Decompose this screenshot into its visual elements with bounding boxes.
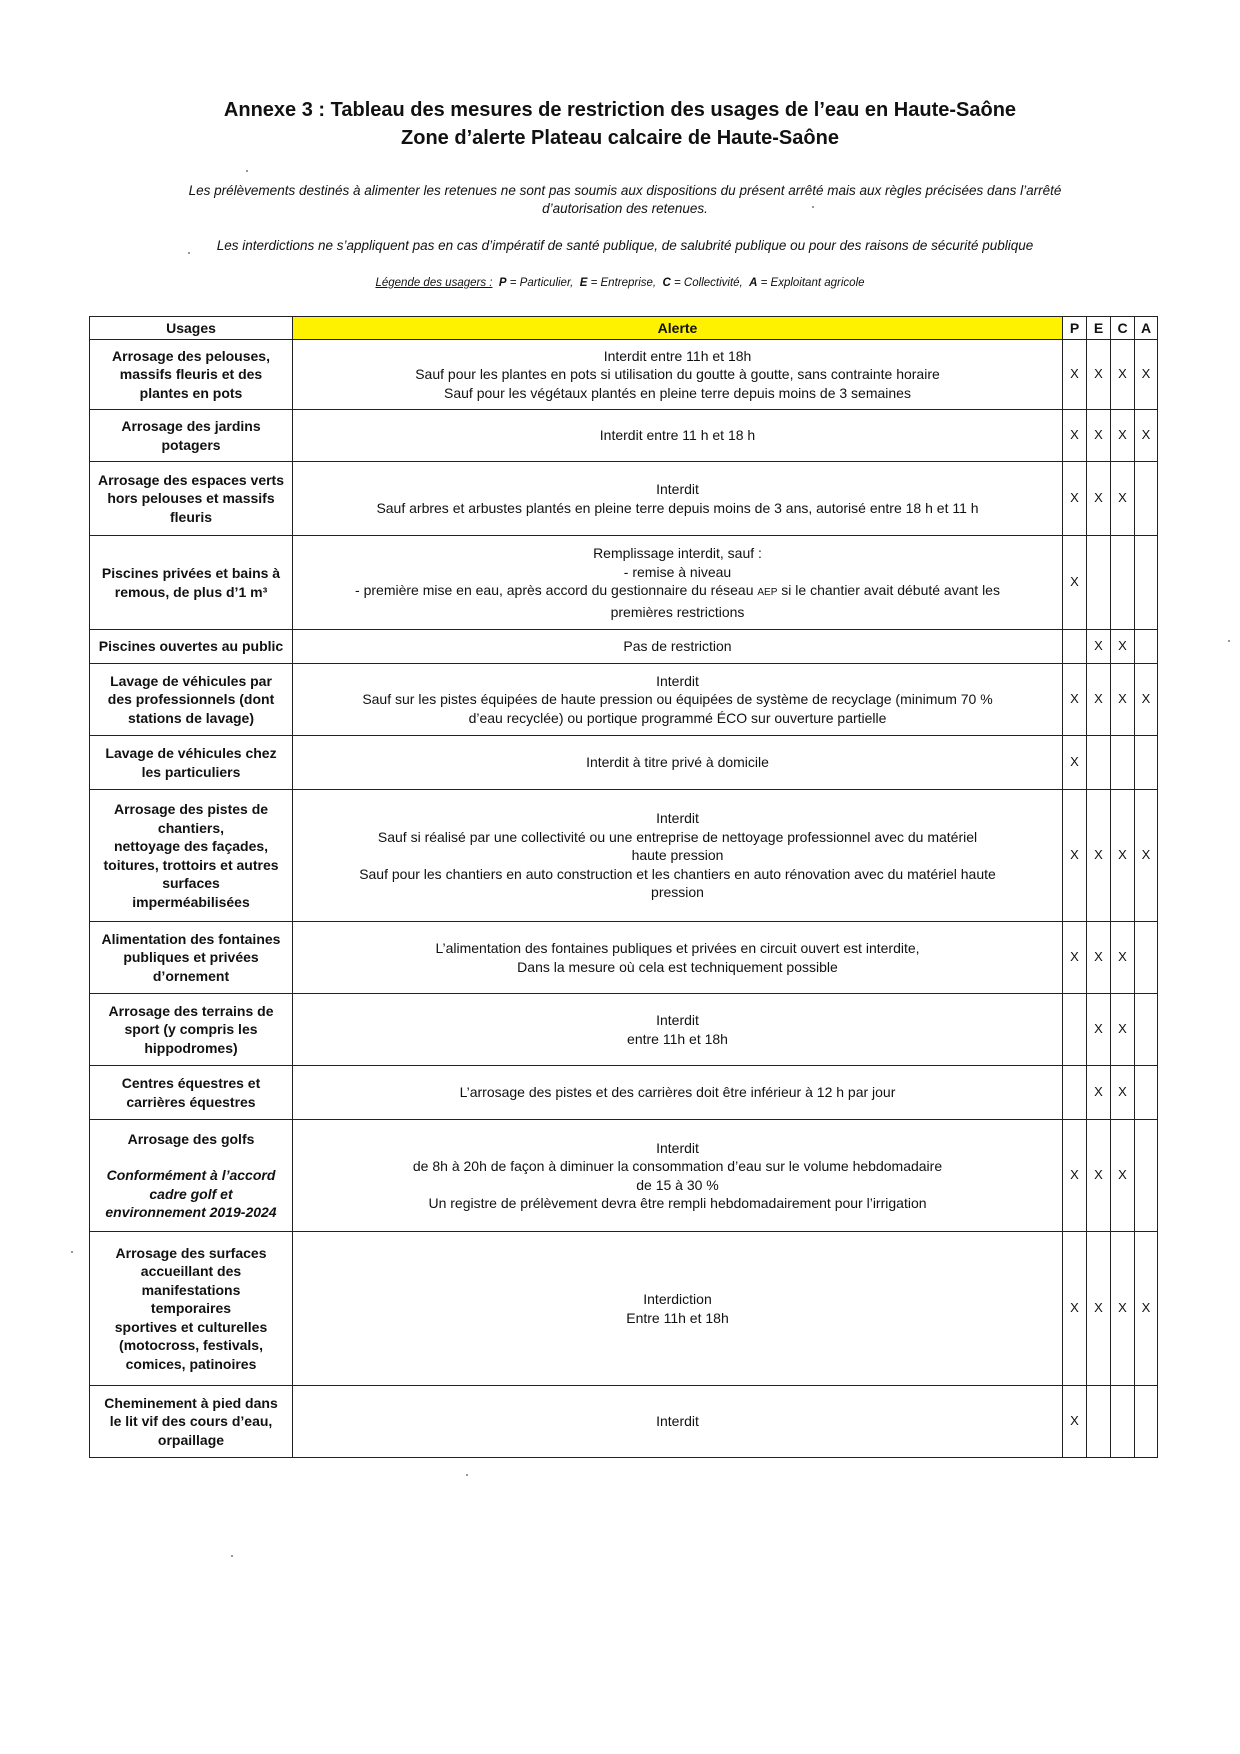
mark-a	[1135, 922, 1158, 994]
mark-p: X	[1063, 410, 1087, 462]
mark-c	[1111, 536, 1135, 630]
mesure-line: Sauf arbres et arbustes plantés en pleine terre depuis moins de 3 ans, autorisé entre 18 h et 11 h	[376, 499, 979, 516]
mesure-cell	[293, 994, 1063, 1066]
usage-line: Centres équestres et	[121, 1075, 261, 1091]
usage-line: comices, patinoires	[125, 1355, 257, 1372]
mesure-line: haute pression	[631, 847, 724, 864]
legend-p-value: = Particulier,	[506, 277, 574, 289]
usage-line: Lavage de véhicules par	[110, 672, 272, 689]
table-row	[90, 1066, 1158, 1120]
usage-line: accueillant des	[140, 1263, 242, 1280]
usage-line: hippodromes)	[144, 1039, 238, 1056]
legend-e-value: = Entreprise,	[587, 277, 657, 289]
table-row	[90, 536, 1158, 630]
mark-c: X	[1111, 630, 1135, 664]
mark-p: X	[1063, 1386, 1087, 1458]
usage-cell	[90, 410, 293, 462]
usage-line: Cheminement à pied dans	[104, 1394, 278, 1411]
mesure-line: de 8h à 20h de façon à diminuer la consommation d’eau sur le volume hebdomadaire	[412, 1158, 943, 1174]
mark-c	[1111, 736, 1135, 790]
usage-line: carrières équestres	[126, 1093, 256, 1110]
table-row	[90, 1120, 1158, 1232]
usage-line: publiques et privées	[123, 949, 259, 966]
mark-p: X	[1063, 1120, 1087, 1232]
usage-cell	[90, 1232, 293, 1386]
usage-line: sport (y compris les	[124, 1021, 258, 1038]
legend-p-key: P	[498, 277, 507, 289]
restrictions-table	[89, 316, 1158, 1458]
usage-italic-line: cadre golf et	[149, 1185, 233, 1202]
mark-c: X	[1111, 462, 1135, 536]
mark-c: X	[1111, 994, 1135, 1066]
usage-line: toitures, trottoirs et autres	[103, 856, 279, 873]
mark-e: X	[1087, 1120, 1111, 1232]
mark-e: X	[1087, 994, 1111, 1066]
mark-p: X	[1063, 922, 1087, 994]
title-line-2: Zone d’alerte Plateau calcaire de Haute-Saône	[401, 127, 839, 149]
usage-cell	[90, 664, 293, 736]
mark-c	[1111, 1386, 1135, 1458]
mesure-line: Sauf pour les plantes en pots si utilisation du goutte à goutte, sans contrainte horaire	[415, 366, 940, 383]
mark-a	[1135, 1386, 1158, 1458]
mark-a	[1135, 1120, 1158, 1232]
mesure-line: entre 11h et 18h	[627, 1030, 728, 1047]
usage-line: des professionnels (dont	[107, 691, 275, 708]
mark-a	[1135, 462, 1158, 536]
mark-p	[1063, 1066, 1087, 1120]
usage-cell	[90, 736, 293, 790]
mesure-aep-aep: AEP	[757, 587, 778, 598]
mark-e: X	[1087, 1232, 1111, 1386]
usage-line: Arrosage des golfs	[127, 1130, 255, 1147]
mark-e: X	[1087, 922, 1111, 994]
usage-line: Arrosage des terrains de	[108, 1002, 274, 1019]
table-row	[90, 340, 1158, 410]
header-alerte: Alerte	[293, 317, 1063, 340]
mesure-line: Interdiction	[643, 1291, 712, 1307]
usage-line: Alimentation des fontaines	[101, 930, 281, 947]
mesure-cell	[293, 1386, 1063, 1458]
mark-a: X	[1135, 664, 1158, 736]
usage-line: surfaces	[162, 875, 220, 891]
mesure-line: Interdit	[656, 810, 699, 827]
mesure-cell	[293, 790, 1063, 922]
title-line-1: Annexe 3 : Tableau des mesures de restriction des usages de l’eau en Haute-Saône	[223, 99, 1017, 121]
table-row	[90, 410, 1158, 462]
usage-line: d’ornement	[152, 967, 230, 984]
scan-speck	[246, 170, 248, 172]
mesure-line: Sauf sur les pistes équipées de haute pression ou équipées de système de recyclage (minimum 70 %	[362, 691, 993, 708]
scan-speck	[231, 1555, 233, 1557]
mesure-line: Interdit	[656, 1139, 699, 1156]
mesure-line: premières restrictions	[610, 603, 745, 620]
mesure-line: Pas de restriction	[623, 638, 732, 655]
usage-line: fleuris	[169, 508, 212, 525]
mark-a	[1135, 736, 1158, 790]
mesure-line: - remise à niveau	[623, 563, 732, 580]
table-header-row	[90, 317, 1158, 340]
note-retenues-line-2: d’autorisation des retenues.	[542, 201, 708, 216]
mark-c: X	[1111, 340, 1135, 410]
scan-speck	[466, 1474, 468, 1476]
usage-cell	[90, 1386, 293, 1458]
mesure-cell	[293, 922, 1063, 994]
legend-label: Légende des usagers :	[375, 277, 493, 289]
usage-spacer	[92, 1148, 290, 1166]
scan-speck	[812, 206, 814, 208]
usage-line: potagers	[161, 436, 221, 453]
note-retenues	[110, 182, 1140, 218]
mark-e	[1087, 1386, 1111, 1458]
mark-a	[1135, 994, 1158, 1066]
table-row	[90, 630, 1158, 664]
mesure-aep-before: - première mise en eau, après accord du gestionnaire du réseau	[355, 582, 758, 598]
mesure-line: Interdit	[656, 1413, 699, 1430]
mesure-aep-after: si le chantier avait débuté avant les	[777, 582, 1000, 598]
scan-speck	[1228, 640, 1230, 642]
mesure-line: de 15 à 30 %	[636, 1176, 719, 1193]
scan-speck	[188, 252, 190, 254]
mark-a: X	[1135, 340, 1158, 410]
usage-line: remous, de plus d’1 m³	[114, 583, 268, 600]
mark-p: X	[1063, 736, 1087, 790]
mesure-line: Sauf pour les chantiers en auto construction et les chantiers en auto rénovation avec du matériel haute	[359, 865, 996, 882]
mesure-cell	[293, 736, 1063, 790]
mark-p: X	[1063, 790, 1087, 922]
mark-a: X	[1135, 1232, 1158, 1386]
mark-e	[1087, 536, 1111, 630]
usage-line: les particuliers	[141, 763, 241, 780]
usage-italic-line: Conformément à l’accord	[106, 1167, 276, 1183]
mesure-line: L’arrosage des pistes et des carrières doit être inférieur à 12 h par jour	[459, 1084, 896, 1101]
mesure-line: L’alimentation des fontaines publiques et privées en circuit ouvert est interdite,	[435, 940, 920, 956]
mark-c: X	[1111, 1066, 1135, 1120]
usage-line: manifestations	[141, 1281, 241, 1298]
table-row	[90, 462, 1158, 536]
mark-c: X	[1111, 410, 1135, 462]
usage-line: Piscines privées et bains à	[101, 565, 281, 581]
usage-line: chantiers,	[157, 819, 225, 836]
mark-e: X	[1087, 630, 1111, 664]
legend-e-key: E	[579, 277, 588, 289]
usage-cell	[90, 340, 293, 410]
table-row	[90, 736, 1158, 790]
mesure-line: Remplissage interdit, sauf :	[593, 545, 762, 561]
usage-line: Arrosage des surfaces	[115, 1244, 267, 1261]
mesure-line: Interdit	[656, 1012, 699, 1028]
usage-line: plantes en pots	[139, 384, 243, 401]
mesure-cell	[293, 1120, 1063, 1232]
mesure-line: Interdit à titre privé à domicile	[586, 754, 769, 771]
usage-line: massifs fleuris et des	[119, 366, 263, 383]
note-interdictions: Les interdictions ne s’appliquent pas en cas d’impératif de santé publique, de salubrité publique ou pour des raisons de sécurité publique	[216, 238, 1034, 253]
legend-c-value: = Collectivité,	[670, 277, 743, 289]
mesure-cell	[293, 630, 1063, 664]
table-row	[90, 664, 1158, 736]
table-row	[90, 994, 1158, 1066]
usage-line: stations de lavage)	[127, 709, 255, 726]
usage-cell	[90, 630, 293, 664]
mark-p	[1063, 994, 1087, 1066]
mark-p	[1063, 630, 1087, 664]
mark-e: X	[1087, 410, 1111, 462]
table-row	[90, 1386, 1158, 1458]
header-c: C	[1111, 317, 1135, 340]
mark-e: X	[1087, 664, 1111, 736]
mesure-line: Sauf si réalisé par une collectivité ou une entreprise de nettoyage professionnel avec du matériel	[377, 828, 978, 845]
mesure-line-aep	[295, 581, 1060, 603]
usage-line: sportives et culturelles	[114, 1318, 268, 1335]
usage-line: orpaillage	[157, 1431, 225, 1448]
mesure-line: Interdit entre 11h et 18h	[603, 347, 752, 364]
header-e: E	[1087, 317, 1111, 340]
note-retenues-line-1: Les prélèvements destinés à alimenter les retenues ne sont pas soumis aux dispositions du présent arrêté mais aux règles précisées dans l’arrêté	[188, 183, 1062, 198]
mesure-line: Interdit	[656, 672, 699, 689]
mark-p: X	[1063, 1232, 1087, 1386]
mesure-line: Interdit entre 11 h et 18 h	[599, 427, 756, 444]
usage-line: temporaires	[150, 1300, 232, 1317]
usage-cell	[90, 536, 293, 630]
mark-c: X	[1111, 1232, 1135, 1386]
legend-c-key: C	[662, 277, 671, 289]
usage-line: Lavage de véhicules chez	[105, 745, 277, 761]
mark-e: X	[1087, 462, 1111, 536]
usage-line: le lit vif des cours d’eau,	[109, 1413, 273, 1430]
mesure-line: pression	[651, 884, 704, 901]
usage-line: hors pelouses et massifs	[107, 490, 275, 507]
usage-line: Arrosage des pelouses,	[112, 347, 270, 364]
table-row	[90, 790, 1158, 922]
header-p: P	[1063, 317, 1087, 340]
mark-p: X	[1063, 462, 1087, 536]
usage-line: Piscines ouvertes au public	[98, 638, 284, 655]
mesure-line: Sauf pour les végétaux plantés en pleine terre depuis moins de 3 semaines	[444, 384, 911, 401]
usage-cell	[90, 922, 293, 994]
header-a: A	[1135, 317, 1158, 340]
mark-a: X	[1135, 790, 1158, 922]
mark-e: X	[1087, 340, 1111, 410]
mark-p: X	[1063, 340, 1087, 410]
mesure-line: Dans la mesure où cela est techniquement possible	[517, 958, 838, 975]
usage-line: nettoyage des façades,	[113, 838, 269, 854]
mark-c: X	[1111, 922, 1135, 994]
usage-line: Arrosage des espaces verts	[98, 471, 284, 488]
mark-e: X	[1087, 790, 1111, 922]
mesure-cell	[293, 664, 1063, 736]
mesure-line: Entre 11h et 18h	[626, 1309, 729, 1326]
table-row	[90, 922, 1158, 994]
mesure-line: Un registre de prélèvement devra être rempli hebdomadairement pour l’irrigation	[428, 1195, 927, 1211]
mark-a	[1135, 1066, 1158, 1120]
mark-a: X	[1135, 410, 1158, 462]
legend-a-value: = Exploitant agricole	[757, 277, 865, 289]
mark-e	[1087, 736, 1111, 790]
mark-c: X	[1111, 1120, 1135, 1232]
usage-cell	[90, 994, 293, 1066]
mark-p: X	[1063, 664, 1087, 736]
header-usages: Usages	[90, 317, 293, 340]
usage-italic-line: environnement 2019-2024	[105, 1204, 277, 1220]
scan-speck	[71, 1251, 73, 1253]
usage-cell	[90, 462, 293, 536]
mesure-cell	[293, 536, 1063, 630]
mesure-cell	[293, 1066, 1063, 1120]
usage-line: (motocross, festivals,	[119, 1337, 263, 1354]
mark-c: X	[1111, 664, 1135, 736]
usage-line: Arrosage des jardins	[121, 418, 261, 434]
mark-a	[1135, 536, 1158, 630]
legend-usagers	[0, 276, 1240, 290]
mesure-cell	[293, 410, 1063, 462]
mesure-cell	[293, 1232, 1063, 1386]
usage-line: Arrosage des pistes de	[113, 801, 269, 817]
page-title	[0, 96, 1240, 152]
mesure-line: Interdit	[656, 481, 699, 497]
usage-cell	[90, 790, 293, 922]
mesure-line: d’eau recyclée) ou portique programmé ÉCO sur ouverture partielle	[468, 709, 887, 726]
mark-a	[1135, 630, 1158, 664]
mesure-cell	[293, 340, 1063, 410]
mark-c: X	[1111, 790, 1135, 922]
table-row	[90, 1232, 1158, 1386]
usage-line: imperméabilisées	[132, 893, 250, 910]
mesure-cell	[293, 462, 1063, 536]
mark-e: X	[1087, 1066, 1111, 1120]
usage-cell	[90, 1120, 293, 1232]
mark-p: X	[1063, 536, 1087, 630]
legend-a-key: A	[749, 277, 758, 289]
usage-cell	[90, 1066, 293, 1120]
